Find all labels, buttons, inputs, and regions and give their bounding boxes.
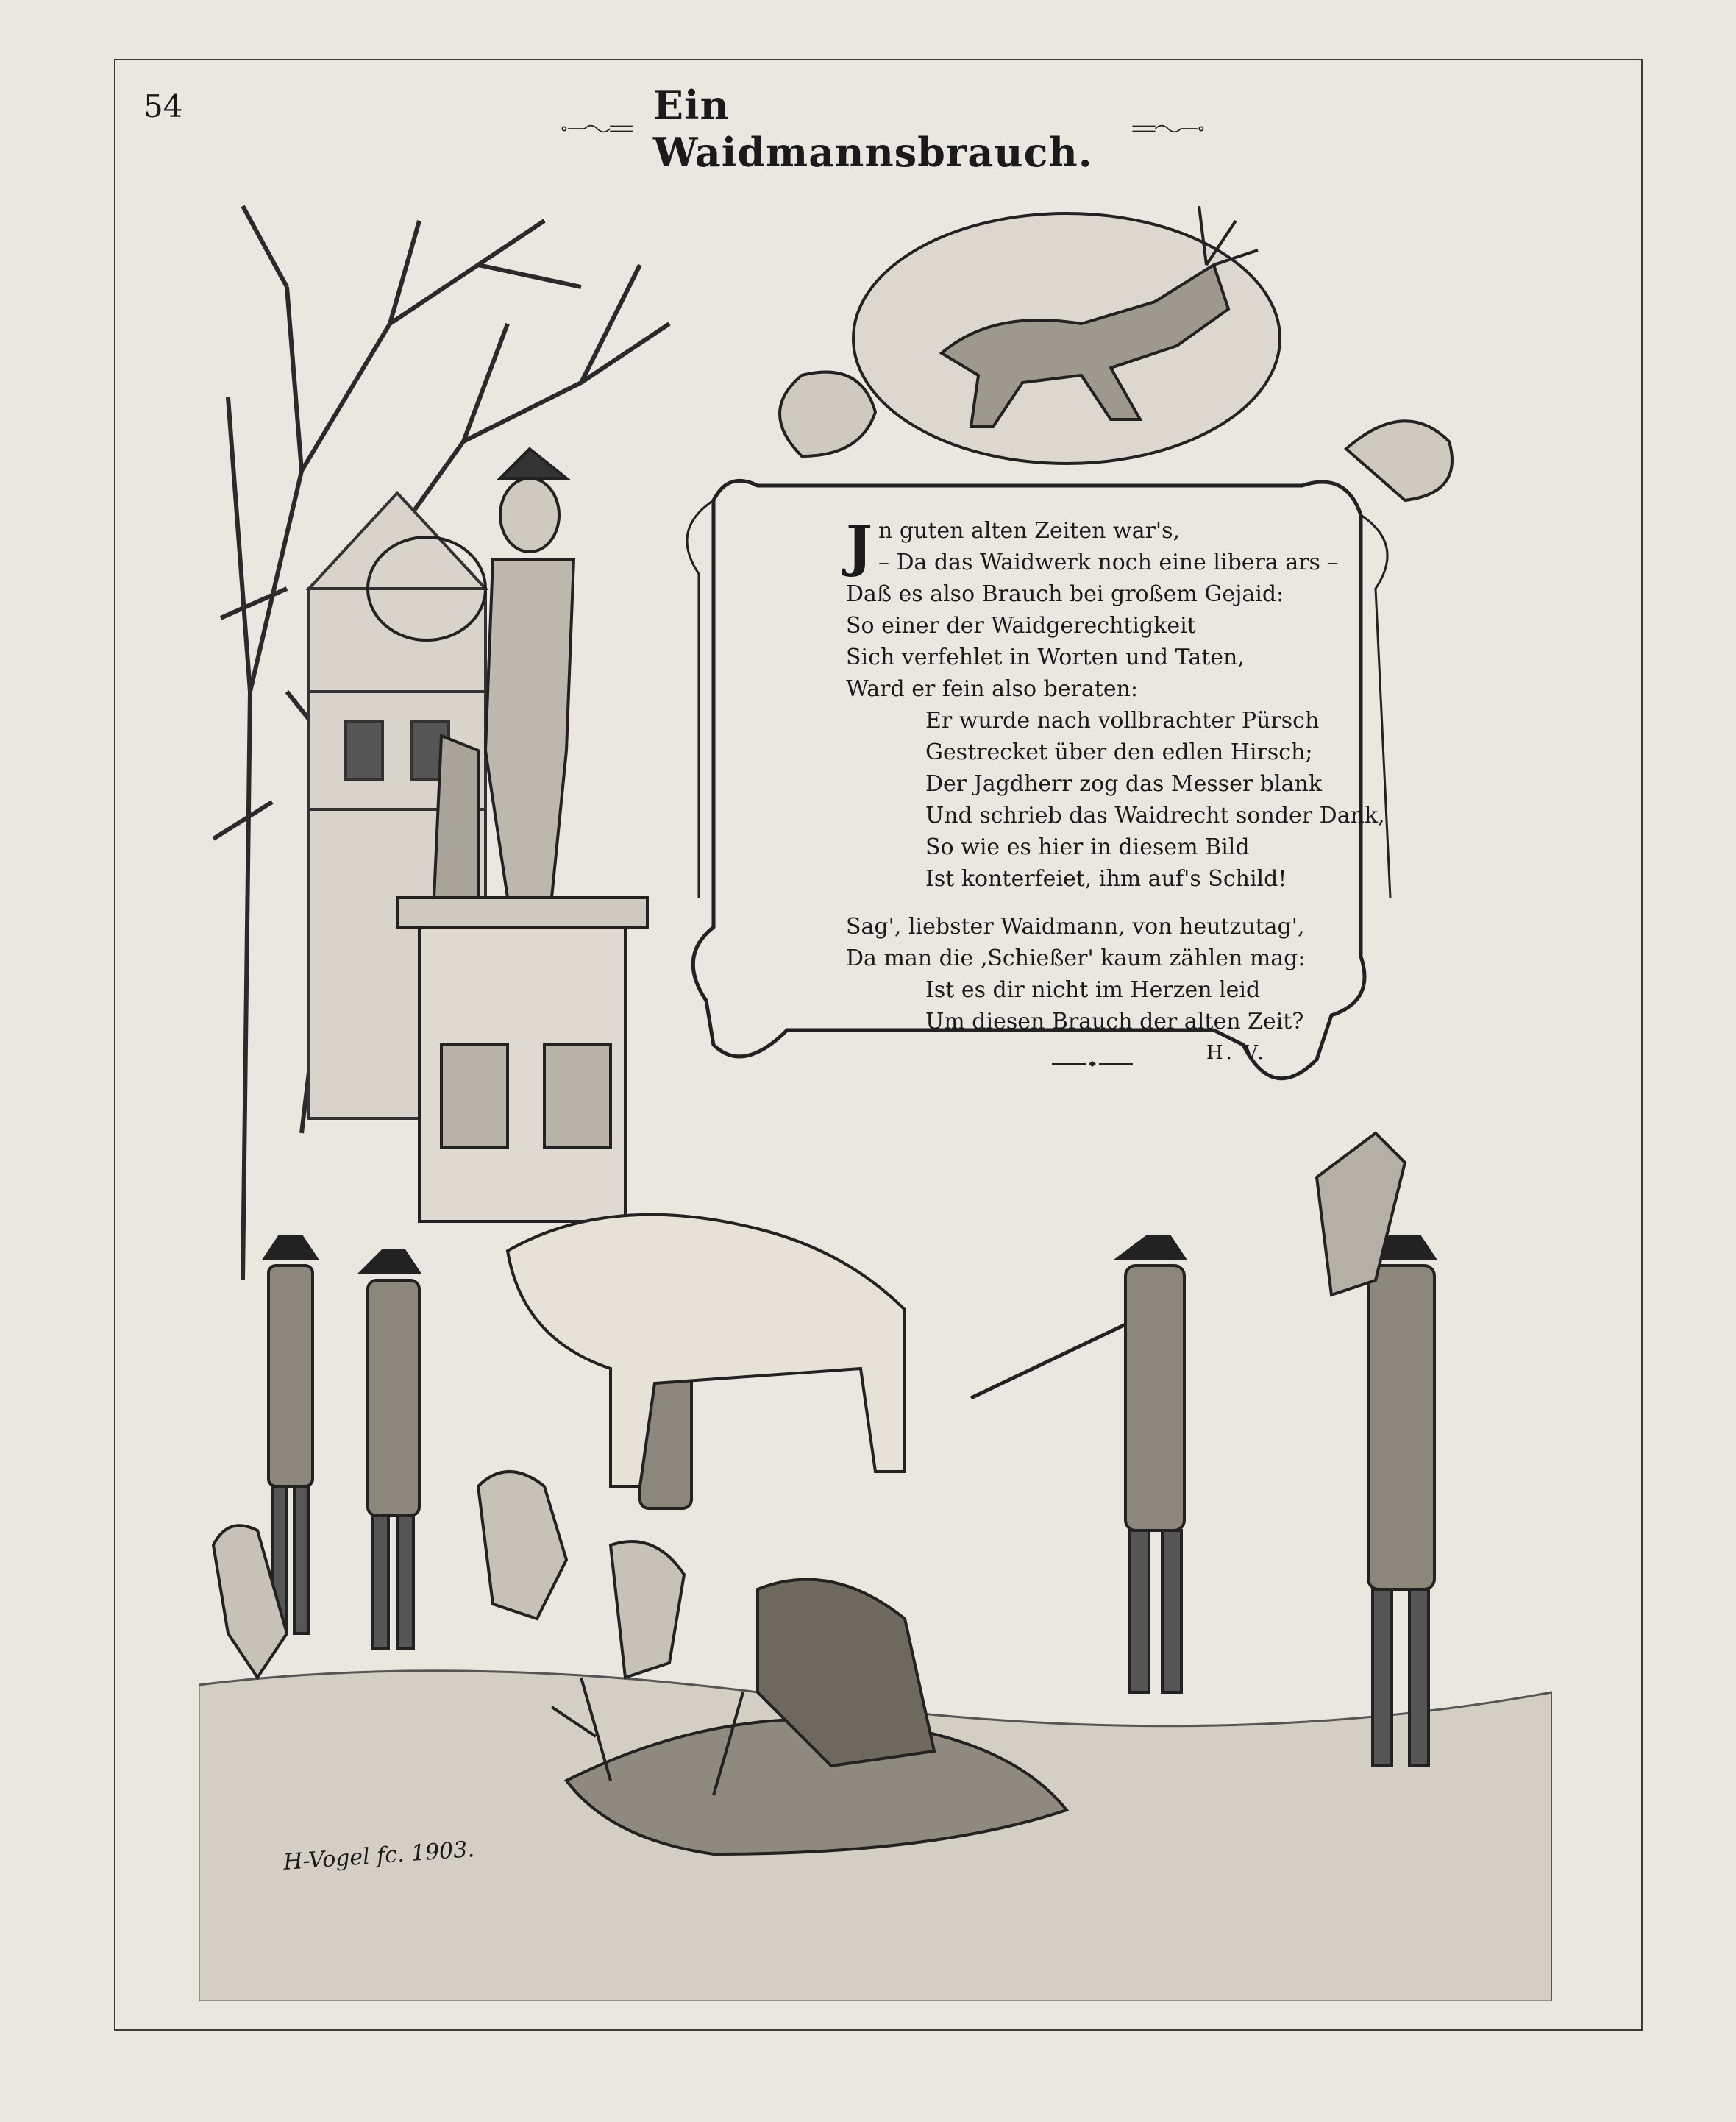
page-title: Ein Waidmannsbrauch. — [652, 82, 1093, 176]
poem-line: Ward er fein also beraten: — [846, 676, 1139, 702]
poem-line: Da man die ‚Schießer' kaum zählen mag: — [846, 945, 1306, 971]
poem-line: Er wurde nach vollbrachter Pürsch — [925, 708, 1320, 734]
poem-line: Ist es dir nicht im Herzen leid — [925, 977, 1261, 1003]
poem-line: Ist konterfeiet, ihm auf's Schild! — [925, 866, 1287, 892]
title-row — [559, 82, 1206, 176]
poem-line: n guten alten Zeiten war's, — [878, 518, 1181, 544]
poem-line: Daß es also Brauch bei großem Gejaid: — [846, 581, 1284, 607]
stag-ornament-icon — [780, 206, 1452, 500]
poem-line: Gestrecket über den edlen Hirsch; — [925, 739, 1313, 765]
poem-line: Und schrieb das Waidrecht sonder Dank, — [925, 803, 1385, 828]
poem-line: Sich verfehlet in Worten und Taten, — [846, 645, 1245, 670]
poem-line: Der Jagdherr zog das Messer blank — [925, 771, 1323, 797]
poem-line: – Da das Waidwerk noch eine libera ars – — [878, 550, 1339, 575]
hunting-scene-illustration — [199, 177, 1552, 2001]
right-ornament-icon — [1130, 120, 1206, 138]
poem-dropcap: J — [846, 513, 872, 578]
poem-line: So wie es hier in diesem Bild — [925, 834, 1250, 860]
left-ornament-icon — [559, 120, 636, 138]
poem-line: Um diesen Brauch der alten Zeit? — [925, 1009, 1304, 1035]
poem-author: H. V. — [1206, 1042, 1267, 1064]
artist-signature: H-Vogel fc. 1903. — [282, 1836, 475, 1876]
poem-line: So einer der Waidgerechtigkeit — [846, 613, 1196, 639]
author-rule-ornament-icon — [1052, 1060, 1133, 1068]
poem-line: Sag', liebster Waidmann, von heutzutag', — [846, 914, 1305, 940]
horses-icon — [508, 1133, 1405, 1486]
poem — [846, 513, 1385, 1037]
page-number: 54 — [143, 88, 183, 124]
